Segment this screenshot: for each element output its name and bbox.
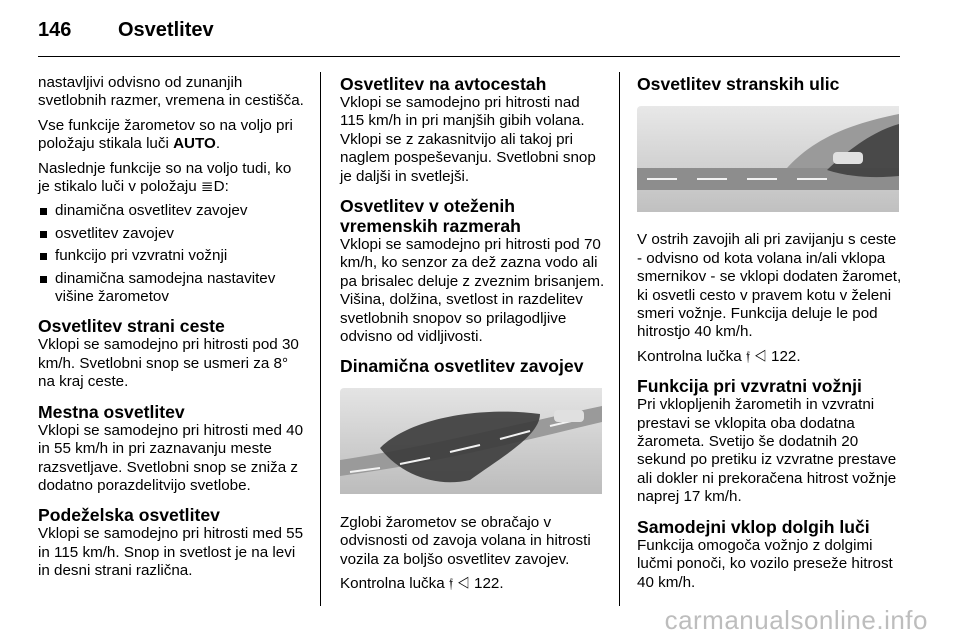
column-divider: [619, 72, 620, 606]
bullet-list: [38, 202, 306, 306]
list-item: osvetlitev zavojev: [38, 225, 306, 243]
dynamic-curve-lighting-illustration: [340, 388, 608, 499]
paragraph: Vse funkcije žarometov so na voljo pri položaju stikala luči AUTO.: [38, 116, 293, 153]
paragraph: Vklopi se samodejno pri hitrosti pod 30 km/h. Svetlobni snop se usmeri za 8° na kraj ceste.: [38, 336, 299, 391]
section-heading: Osvetlitev na avtocestah: [340, 74, 547, 94]
paragraph: Naslednje funkcije so na voljo tudi, ko je stikalo luči v položaju ≣D:: [38, 159, 292, 196]
paragraph: nastavljivi odvisno od zunanjih svetlobnih razmer, vremena in cestišča.: [38, 74, 304, 110]
section-heading: Dinamična osvetlitev zavojev: [340, 356, 584, 377]
paragraph: Pri vklopljenih žarometih in vzvratni prestavi se vklopita oba dodatna žarometa. Svetijo še dodatnih 20 sekund po pretiku iz vzvratne prestave ali dokler ni prekoračena hitrost vožnje naprej 17 km/h.: [637, 396, 897, 506]
paragraph: Zglobi žarometov se obračajo v odvisnosti od zavoja volana in hitrosti vozila za boljšo osvetlitev zavojev.: [340, 513, 591, 568]
list-item: dinamična osvetlitev zavojev: [38, 202, 306, 220]
side-street-lighting-illustration: [637, 106, 905, 217]
column-left: [38, 74, 306, 587]
paragraph: Vklopi se samodejno pri hitrosti nad 115 km/h in pri manjših gibih volana. Vklopi se z zakasnitvijo ali takoj pri naglem pospeševanju. Svetlobni snop je daljši in svetlejši.: [340, 94, 596, 185]
column-divider: [320, 72, 321, 606]
list-item: dinamična samodejna nastavitev višine žarometov: [38, 270, 306, 307]
column-right: [637, 74, 905, 598]
section-heading: Funkcija pri vzvratni vožnji: [637, 376, 862, 397]
watermark: carmanualsonline.info: [664, 605, 928, 635]
section-heading: Mestna osvetlitev: [38, 401, 185, 422]
column-middle: [340, 74, 608, 600]
chapter-title: Osvetlitev: [118, 18, 214, 41]
control-light-reference: Kontrolna lučka 𝔣 ◁ 122.: [637, 347, 801, 365]
section-heading: Osvetlitev stranskih ulic: [637, 74, 840, 94]
page-header: [38, 10, 214, 50]
paragraph: V ostrih zavojih ali pri zavijanju s ceste - odvisno od kota volana in/ali vklopa smernikov - se vklopi dodaten žaromet, ki osvetli cesto v pravem kotu v želeni smeri vožnje. Funkcija deluje le pod hitrostjo 40 km/h.: [637, 231, 902, 341]
auto-keyword: AUTO: [173, 135, 216, 153]
page-number: 146: [38, 18, 72, 41]
paragraph: Vklopi se samodejno pri hitrosti med 55 in 115 km/h. Snop in svetlost je na levi in desni strani različna.: [38, 525, 304, 580]
section-heading: Osvetlitev v oteženih vremenskih razmerah: [340, 196, 521, 237]
control-light-reference: Kontrolna lučka 𝔣 ◁ 122.: [340, 575, 504, 593]
section-heading: Osvetlitev strani ceste: [38, 316, 225, 337]
list-item: funkcijo pri vzvratni vožnji: [38, 247, 306, 265]
paragraph: Vklopi se samodejno pri hitrosti pod 70 km/h, ko senzor za dež zazna vodo ali pa brisalec deluje z zveznim brisanjem. Višina, dolžina, svetlost in razdelitev svetlobnih snopov so prilagodljive odvisno od vidljivosti.: [340, 236, 605, 346]
paragraph: Funkcija omogoča vožnjo z dolgimi lučmi ponoči, ko vozilo preseže hitrost 40 km/h.: [637, 536, 893, 591]
header-rule: [38, 56, 900, 57]
section-heading: Samodejni vklop dolgih luči: [637, 516, 870, 537]
paragraph: Vklopi se samodejno pri hitrosti med 40 in 55 km/h in pri zaznavanju meste razsvetljave. Svetlobni snop se zniža z dodatno porazdelitvijo svetlobe.: [38, 421, 304, 494]
section-heading: Podeželska osvetlitev: [38, 505, 220, 526]
